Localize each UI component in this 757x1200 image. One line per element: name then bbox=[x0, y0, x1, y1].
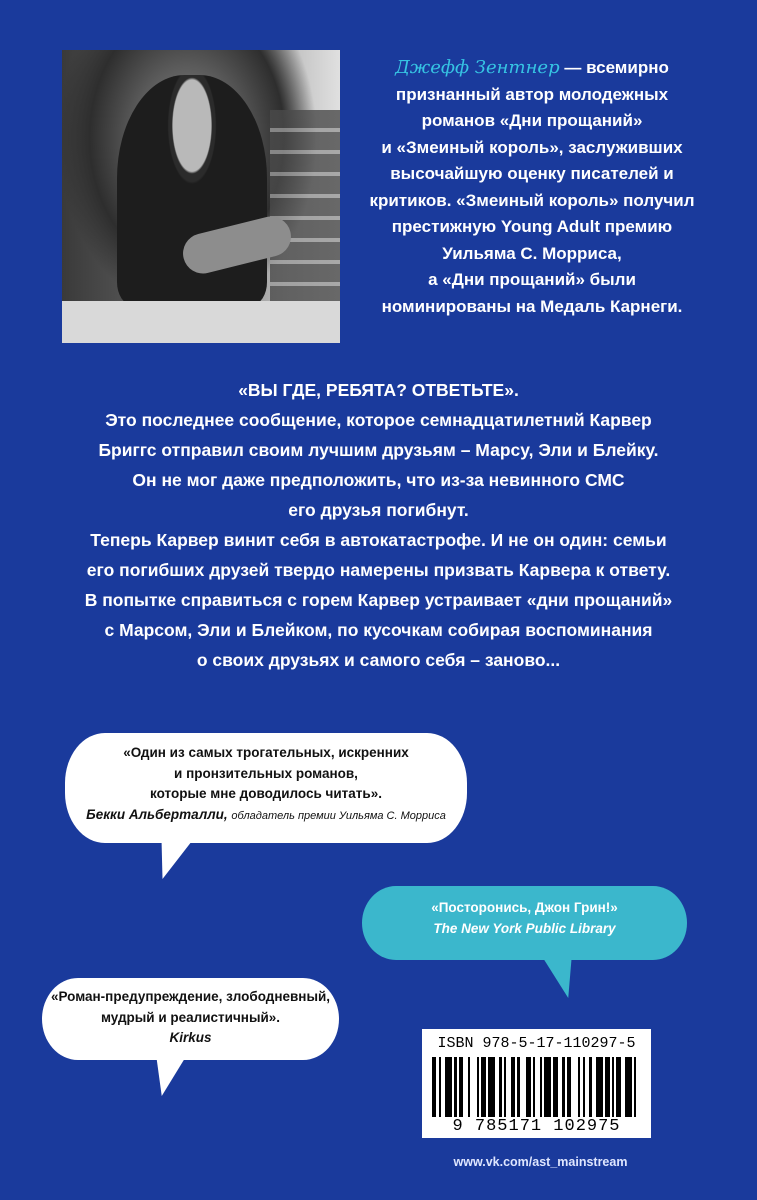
barcode-bar bbox=[578, 1057, 580, 1117]
quote-line: «Посторонись, Джон Грин!» bbox=[431, 900, 618, 915]
bio-line: номинированы на Медаль Карнеги. bbox=[381, 296, 683, 316]
bubble-tail bbox=[148, 1056, 187, 1096]
isbn-barcode bbox=[422, 1029, 651, 1138]
author-photo bbox=[62, 50, 340, 343]
barcode-bar bbox=[454, 1057, 456, 1117]
barcode-bar bbox=[605, 1057, 609, 1117]
barcode-bar bbox=[616, 1057, 620, 1117]
blurb-line: его погибших друзей твердо намерены призвать Карвера к ответу. bbox=[86, 560, 671, 580]
blurb-headline: «ВЫ ГДЕ, РЕБЯТА? ОТВЕТЬТЕ». bbox=[238, 380, 519, 400]
table bbox=[62, 301, 340, 343]
bio-line: престижную Young Adult премию bbox=[391, 217, 673, 236]
isbn-text: ISBN 978-5-17-110297-5 bbox=[437, 1035, 636, 1052]
barcode-bar bbox=[544, 1057, 551, 1117]
barcode-bar bbox=[583, 1057, 585, 1117]
bio-line: Уильяма С. Морриса, bbox=[442, 243, 622, 263]
bio-line: и «Змеиный король», заслуживших bbox=[381, 137, 683, 157]
barcode-bar bbox=[517, 1057, 519, 1117]
barcode-bars bbox=[432, 1057, 641, 1117]
quote-author-note: обладатель премии Уильяма С. Морриса bbox=[231, 809, 446, 822]
bio-line: признанный автор молодежных bbox=[395, 84, 669, 104]
quote-author: Бекки Альберталли, bbox=[86, 806, 228, 822]
barcode-bar bbox=[504, 1057, 506, 1117]
blurb-line: Бриггс отправил своим лучшим друзьям – Марсу, Эли и Блейку. bbox=[98, 440, 659, 460]
barcode-bar bbox=[553, 1057, 557, 1117]
bubble-tail bbox=[149, 839, 194, 879]
barcode-bar bbox=[511, 1057, 515, 1117]
barcode-bar bbox=[445, 1057, 452, 1117]
quote-source: The New York Public Library bbox=[433, 920, 616, 936]
bubble-tail bbox=[542, 956, 582, 998]
barcode-digits: 9 785171 102975 bbox=[452, 1117, 621, 1136]
quote-bubble-albertalli bbox=[65, 733, 467, 843]
quote-line: «Роман-предупреждение, злободневный, bbox=[50, 989, 331, 1004]
bio-line: а «Дни прощаний» были bbox=[428, 270, 636, 289]
barcode-bar bbox=[439, 1057, 441, 1117]
barcode-bar bbox=[562, 1057, 564, 1117]
barcode-bar bbox=[589, 1057, 591, 1117]
quote-source: Kirkus bbox=[169, 1030, 212, 1045]
quote-line: «Один из самых трогательных, искренних bbox=[123, 745, 409, 760]
barcode-bar bbox=[526, 1057, 530, 1117]
barcode-bar bbox=[533, 1057, 535, 1117]
bio-line: критиков. «Змеиный король» получил bbox=[369, 190, 695, 210]
barcode-bar bbox=[634, 1057, 636, 1117]
blurb-line: его друзья погибнут. bbox=[288, 500, 469, 520]
barcode-bar bbox=[477, 1057, 479, 1117]
book-blurb bbox=[40, 375, 717, 675]
blurb-line: Теперь Карвер винит себя в автокатастрофе. И не он один: семьи bbox=[90, 530, 667, 550]
bio-line: высочайшую оценку писателей и bbox=[390, 164, 674, 183]
barcode-bar bbox=[596, 1057, 603, 1117]
barcode-bar bbox=[499, 1057, 501, 1117]
quote-bubble-kirkus bbox=[42, 978, 339, 1060]
barcode-bar bbox=[432, 1057, 436, 1117]
bio-line: романов «Дни прощаний» bbox=[421, 111, 643, 130]
quote-bubble-nypl bbox=[362, 886, 687, 960]
barcode-bar bbox=[481, 1057, 485, 1117]
blurb-line: о своих друзьях и самого себя – заново... bbox=[196, 650, 561, 670]
barcode-bar bbox=[488, 1057, 495, 1117]
barcode-bar bbox=[468, 1057, 470, 1117]
author-signature: Джефф Зентнер bbox=[395, 57, 560, 78]
quote-line: и пронзительных романов, bbox=[174, 765, 358, 781]
blurb-line: с Марсом, Эли и Блейком, по кусочкам собирая воспоминания bbox=[104, 620, 653, 640]
barcode-bar bbox=[612, 1057, 614, 1117]
quote-line: мудрый и реалистичный». bbox=[100, 1009, 281, 1025]
blurb-line: Он не мог даже предположить, что из-за невинного СМС bbox=[132, 470, 625, 490]
barcode-bar bbox=[567, 1057, 571, 1117]
blurb-line: В попытке справиться с горем Карвер устраивает «дни прощаний» bbox=[84, 590, 673, 610]
bio-line: — всемирно bbox=[564, 58, 669, 77]
barcode-bar bbox=[625, 1057, 632, 1117]
barcode-bar bbox=[540, 1057, 542, 1117]
blurb-line: Это последнее сообщение, которое семнадцатилетний Карвер bbox=[105, 410, 652, 430]
author-bio bbox=[352, 55, 712, 320]
bookshelf bbox=[270, 110, 340, 310]
publisher-url[interactable]: www.vk.com/ast_mainstream bbox=[453, 1155, 628, 1169]
quote-line: которые мне доводилось читать». bbox=[150, 786, 382, 801]
barcode-bar bbox=[459, 1057, 463, 1117]
